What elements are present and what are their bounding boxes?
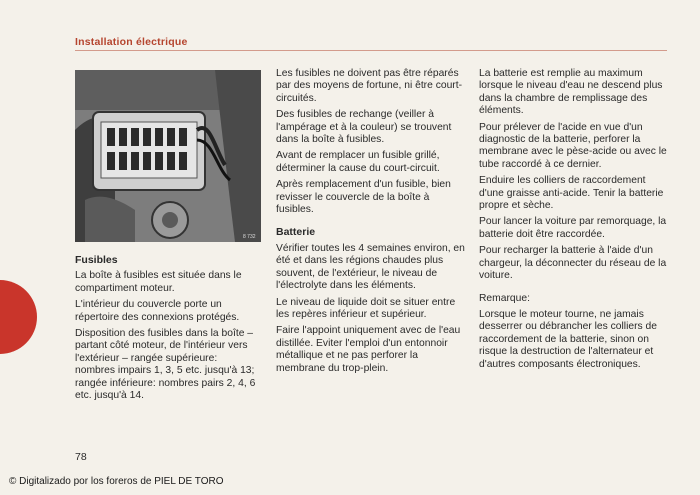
column-fusibles [75,254,260,406]
battery-paragraph: Pour recharger la batterie à l'aide d'un chargeur, la déconnecter du réseau de la voiture. [479,245,667,282]
column-middle [276,68,468,379]
batterie-paragraph: Le niveau de liquide doit se situer entre les repères inférieur et supérieur. [276,296,456,320]
fusibles-paragraph: L'intérieur du couvercle porte un répertoire des connexions protégés. [75,299,240,323]
battery-paragraph: Enduire les colliers de raccordement d'une graisse anti-acide. Tenir la batterie propre et sèche. [479,175,664,212]
remark-text: Lorsque le moteur tourne, ne jamais desserrer ou débrancher les colliers de raccordement de la batterie, sinon on risque la destruction de l'alternateur et d'autres composants électroniques. [479,308,657,370]
battery-paragraph: Pour prélever de l'acide en vue d'un diagnostic de la batterie, perforer la membrane avec le pèse-acide ou avec le tube raccordé à ce dernier. [479,121,667,170]
fuse-paragraph: Après remplacement d'un fusible, bien revisser le couvercle de la boîte à fusibles. [276,179,451,216]
batterie-heading: Batterie [276,226,316,239]
section-tab-marker [0,280,37,354]
fusibles-paragraph: La boîte à fusibles est située dans le compartiment moteur. [75,270,242,294]
scan-credit: © Digitalizado por los foreros de PIEL DE TORO [9,476,224,487]
remark-heading: Remarque: [479,292,530,304]
header-divider [75,50,667,51]
fuse-paragraph: Des fusibles de rechange (veiller à l'ampérage et à la couleur) se trouvent dans la boîte à fusibles. [276,109,452,146]
batterie-paragraph: Faire l'appoint uniquement avec de l'eau distillée. Eviter l'emploi d'un entonnoir métallique et ne pas perforer la membrane du trop-plein. [276,325,461,374]
section-header: Installation électrique [75,36,188,48]
batterie-paragraph: Vérifier toutes les 4 semaines environ, en été et dans les régions chaudes plus souvent, de l'extérieur, le niveau de l'électrolyte dans les éléments. [276,242,465,292]
fusibles-paragraph: Disposition des fusibles dans la boîte – partant côté moteur, de l'intérieur vers l'extérieur – rangée supérieure: nombres impairs 1, 3, 5 etc. jusqu'à 13; rangée inférieure: nombres pairs 2, 4, 6 etc. jusqu'à 14. [75,328,256,402]
figure-label: 8 732 [243,234,256,240]
fuse-paragraph: Les fusibles ne doivent pas être réparés par des moyens de fortune, ni être court-circuités. [276,68,463,104]
battery-paragraph: Pour lancer la voiture par remorquage, la batterie doit être raccordée. [479,216,667,240]
page-number: 78 [75,451,87,463]
fusibles-heading: Fusibles [75,254,118,266]
column-right [479,68,669,375]
fuse-box-photo [75,70,261,242]
battery-paragraph: La batterie est remplie au maximum lorsque le niveau d'eau ne descend plus dans la chambre de remplissage des éléments. [479,68,663,117]
fuse-paragraph: Avant de remplacer un fusible grillé, déterminer la cause du court-circuit. [276,150,440,174]
